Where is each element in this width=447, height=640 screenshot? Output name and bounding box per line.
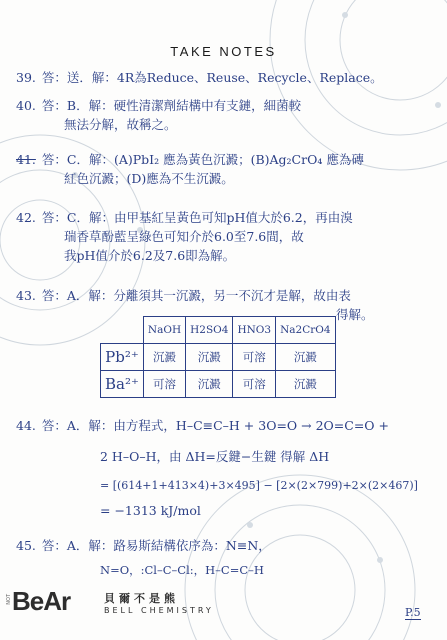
answer-text: 答：A．解：由方程式，H–C≡C–H + 3O=O → 2O=C=O + — [41, 418, 389, 433]
table-cell: 可溶 — [233, 371, 276, 398]
answer-text-cont: 紅色沉澱；(D)應為不生沉澱。 — [64, 171, 234, 186]
table-header-cell — [101, 317, 144, 344]
page-title: TAKE NOTES — [170, 44, 277, 59]
answer-number: 40. — [16, 98, 36, 113]
ion-cell: Ba²⁺ — [101, 371, 144, 398]
brand-name-en: BELL CHEMISTRY — [104, 606, 214, 615]
answer-40 — [16, 96, 301, 134]
ion-cell: Pb²⁺ — [101, 344, 144, 371]
answer-number: 41. — [16, 152, 36, 167]
table-cell: 沉澱 — [186, 371, 233, 398]
answer-45 — [16, 536, 271, 580]
answer-text: 答：B．解：硬性清潔劑結構中有支鏈，細菌較 — [41, 98, 302, 113]
answer-text-cont: 得解。 — [336, 307, 374, 322]
answer-text: 答：送．解：4R為Reduce、Reuse、Recycle、Replace。 — [41, 70, 383, 85]
table-header-row — [101, 317, 336, 344]
logo-text: BeAr — [12, 586, 71, 616]
solubility-table — [100, 316, 336, 398]
page-number: P.5 — [405, 606, 421, 619]
answer-text-cont: 2 H–O–H，由 ΔH=反鍵−生鍵 得解 ΔH — [100, 449, 330, 464]
equation-result: = −1313 kJ/mol — [100, 503, 201, 518]
answer-text: 答：C．解：(A)PbI₂ 應為黃色沉澱；(B)Ag₂CrO₄ 應為磚 — [41, 152, 364, 167]
brand-logo — [6, 586, 71, 617]
answer-text-cont: 無法分解，故稱之。 — [64, 117, 177, 132]
lewis-structures: N=O，:Cl–C–Cl:，H–C=C–H — [100, 563, 264, 577]
logo-small-text: NOT — [6, 594, 12, 605]
table-cell: 沉澱 — [143, 344, 185, 371]
table-header-cell: HNO3 — [233, 317, 276, 344]
answer-text-cont: 我pH值介於6.2及7.6即為解。 — [64, 248, 236, 263]
answer-text: 答：C．解：由甲基紅呈黃色可知pH值大於6.2，再由溴 — [41, 210, 353, 225]
answer-number: 39. — [16, 70, 36, 85]
table-row — [101, 371, 336, 398]
answer-text: 答：A．解：分離須其一沉澱，另一不沉才是解，故由表 — [41, 288, 351, 303]
answer-number: 43. — [16, 288, 36, 303]
answer-44 — [16, 416, 418, 520]
answer-42 — [16, 208, 353, 265]
table-cell: 沉澱 — [276, 344, 335, 371]
answer-text: 答：A．解：路易斯結構依序為：N≡N， — [41, 538, 271, 553]
table-cell: 可溶 — [233, 344, 276, 371]
table-cell: 沉澱 — [276, 371, 335, 398]
table-row — [101, 344, 336, 371]
answer-39 — [16, 68, 383, 87]
table-header-cell: NaOH — [143, 317, 185, 344]
answer-text-cont: 瑞香草酚藍呈綠色可知介於6.0至7.6間，故 — [64, 229, 304, 244]
answer-number: 44. — [16, 418, 36, 433]
table-cell: 可溶 — [143, 371, 185, 398]
answer-number: 45. — [16, 538, 36, 553]
table-header-cell: Na2CrO4 — [276, 317, 335, 344]
table-header-cell: H2SO4 — [186, 317, 233, 344]
brand-name-cn: 貝爾不是熊 — [104, 592, 179, 605]
answer-number: 42. — [16, 210, 36, 225]
table-cell: 沉澱 — [186, 344, 233, 371]
equation-line: = [(614+1+413×4)+3×495] − [2×(2×799)+2×(2×467)] — [100, 479, 418, 492]
answer-41 — [16, 150, 364, 188]
